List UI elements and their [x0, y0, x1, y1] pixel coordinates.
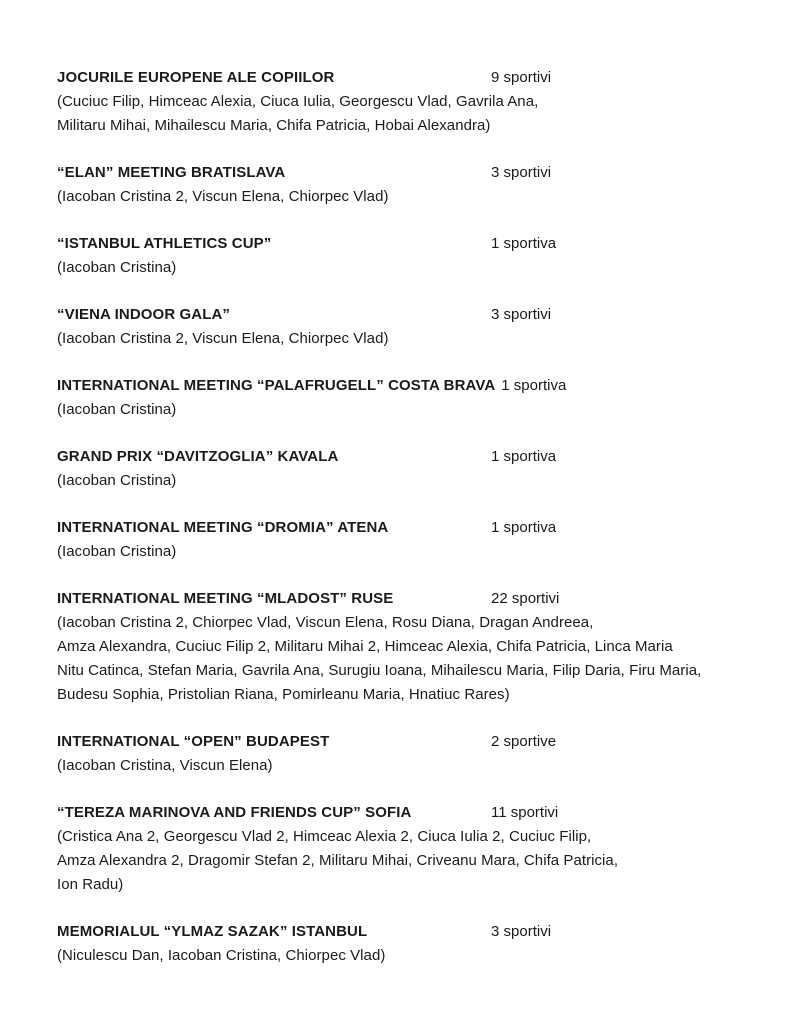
athlete-count: 3 sportivi	[491, 164, 552, 181]
competition-header	[57, 303, 767, 327]
competition-section	[57, 801, 767, 897]
athlete-count: 2 sportive	[491, 733, 557, 750]
participant-names-line: Amza Alexandra 2, Dragomir Stefan 2, Militaru Mihai, Criveanu Mara, Chifa Patricia,	[57, 852, 619, 869]
participant-names-line: Militaru Mihai, Mihailescu Maria, Chifa Patricia, Hobai Alexandra)	[57, 117, 491, 134]
participant-names-line: (Iacoban Cristina 2, Chiorpec Vlad, Viscun Elena, Rosu Diana, Dragan Andreea,	[57, 614, 594, 631]
competition-section	[57, 920, 767, 968]
competition-header	[57, 920, 767, 944]
competition-header	[57, 161, 767, 185]
athlete-count: 3 sportivi	[491, 306, 552, 323]
athlete-count: 1 sportiva	[491, 448, 557, 465]
competition-section	[57, 587, 767, 707]
competition-title: GRAND PRIX “DAVITZOGLIA” KAVALA	[57, 448, 339, 465]
competition-title: INTERNATIONAL MEETING “PALAFRUGELL” COSTA BRAVA	[57, 377, 496, 394]
competition-title: “TEREZA MARINOVA AND FRIENDS CUP” SOFIA	[57, 804, 412, 821]
participant-names-line: Ion Radu)	[57, 876, 124, 893]
participant-names-line: (Iacoban Cristina 2, Viscun Elena, Chiorpec Vlad)	[57, 330, 389, 347]
competition-header	[57, 445, 767, 469]
athlete-count: 3 sportivi	[491, 923, 552, 940]
participant-names-line: (Iacoban Cristina)	[57, 401, 177, 418]
competition-section	[57, 66, 767, 138]
competition-section	[57, 161, 767, 209]
participant-names-line: (Cristica Ana 2, Georgescu Vlad 2, Himceac Alexia 2, Ciuca Iulia 2, Cuciuc Filip,	[57, 828, 592, 845]
competition-section	[57, 445, 767, 493]
competition-title: INTERNATIONAL “OPEN” BUDAPEST	[57, 733, 330, 750]
participant-names-line: (Iacoban Cristina 2, Viscun Elena, Chiorpec Vlad)	[57, 188, 389, 205]
competition-header	[57, 516, 767, 540]
participant-names-line: Amza Alexandra, Cuciuc Filip 2, Militaru Mihai 2, Himceac Alexia, Chifa Patricia, Linca Maria	[57, 638, 673, 655]
competition-header	[57, 232, 767, 256]
competition-title: “ELAN” MEETING BRATISLAVA	[57, 164, 286, 181]
competition-section	[57, 730, 767, 778]
competition-title: “ISTANBUL ATHLETICS CUP”	[57, 235, 272, 252]
athlete-count: 1 sportiva	[491, 235, 557, 252]
competition-title: MEMORIALUL “YLMAZ SAZAK” ISTANBUL	[57, 923, 368, 940]
competition-header	[57, 730, 767, 754]
competition-title: INTERNATIONAL MEETING “MLADOST” RUSE	[57, 590, 394, 607]
participant-names-line: (Cuciuc Filip, Himceac Alexia, Ciuca Iulia, Georgescu Vlad, Gavrila Ana,	[57, 93, 539, 110]
competition-header	[57, 374, 767, 398]
participant-names-line: Budesu Sophia, Pristolian Riana, Pomirleanu Maria, Hnatiuc Rares)	[57, 686, 510, 703]
competition-title: INTERNATIONAL MEETING “DROMIA” ATENA	[57, 519, 389, 536]
athlete-count: 9 sportivi	[491, 69, 552, 86]
competition-list	[57, 66, 767, 991]
participant-names-line: (Niculescu Dan, Iacoban Cristina, Chiorpec Vlad)	[57, 947, 386, 964]
competition-title: “VIENA INDOOR GALA”	[57, 306, 231, 323]
competition-title: JOCURILE EUROPENE ALE COPIILOR	[57, 69, 335, 86]
athlete-count: 22 sportivi	[491, 590, 560, 607]
athlete-count: 11 sportivi	[491, 804, 559, 821]
competition-section	[57, 303, 767, 351]
competition-section	[57, 374, 767, 422]
competition-header	[57, 587, 767, 611]
athlete-count: 1 sportiva	[491, 519, 557, 536]
competition-header	[57, 801, 767, 825]
participant-names-line: Nitu Catinca, Stefan Maria, Gavrila Ana, Surugiu Ioana, Mihailescu Maria, Filip Daria, Firu Maria,	[57, 662, 702, 679]
participant-names-line: (Iacoban Cristina, Viscun Elena)	[57, 757, 273, 774]
competition-section	[57, 516, 767, 564]
competition-section	[57, 232, 767, 280]
participant-names-line: (Iacoban Cristina)	[57, 543, 177, 560]
participant-names-line: (Iacoban Cristina)	[57, 259, 177, 276]
athlete-count: 1 sportiva	[501, 377, 567, 394]
competition-header	[57, 66, 767, 90]
participant-names-line: (Iacoban Cristina)	[57, 472, 177, 489]
